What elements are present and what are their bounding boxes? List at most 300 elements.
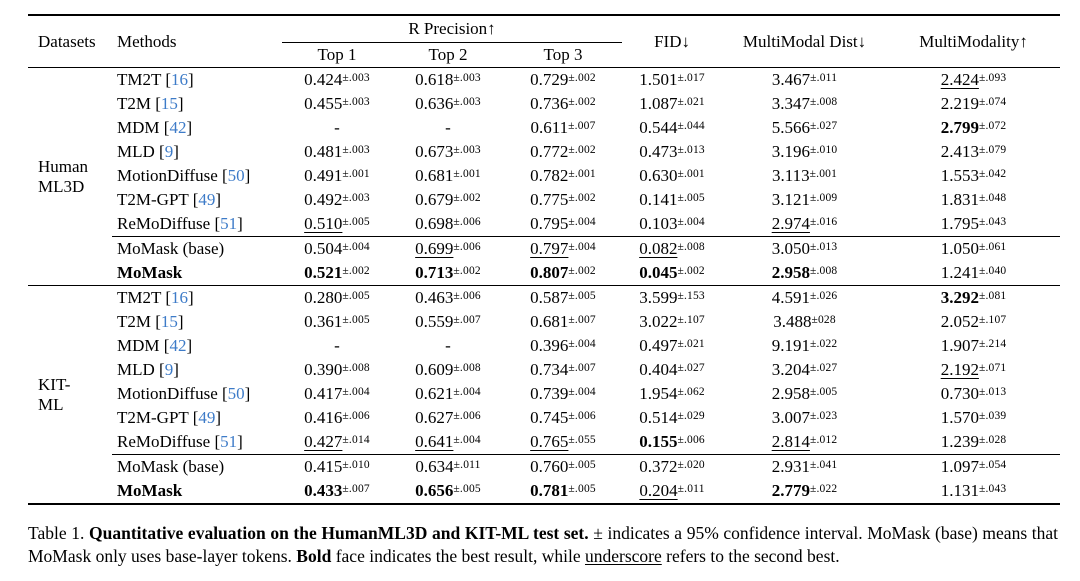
metric-cell xyxy=(887,430,1060,455)
metric-value: 0.745 xyxy=(530,408,569,427)
confidence-interval: ±.020 xyxy=(677,459,705,471)
metric-cell xyxy=(282,310,392,334)
confidence-interval: ±.027 xyxy=(677,362,705,374)
metric-value: 1.131 xyxy=(940,481,979,500)
metric-cell xyxy=(887,140,1060,164)
metric-value: 0.514 xyxy=(639,408,678,427)
metric-cell xyxy=(722,479,887,504)
metric-cell xyxy=(722,237,887,262)
table-row xyxy=(28,334,1060,358)
metric-value: 0.463 xyxy=(415,288,454,307)
metric-value: 0.739 xyxy=(530,384,569,403)
caption-text: Bold xyxy=(296,546,332,567)
metric-cell xyxy=(504,406,622,430)
metric-value: 0.673 xyxy=(415,142,454,161)
confidence-interval: ±.013 xyxy=(677,144,705,156)
confidence-interval: ±.054 xyxy=(978,459,1007,471)
metric-value: 0.417 xyxy=(304,384,343,403)
metric-cell xyxy=(622,455,722,480)
method-name: T2M [15] xyxy=(117,94,184,113)
metric-cell xyxy=(282,406,392,430)
confidence-interval: ±.005 xyxy=(677,192,705,204)
metric-cell xyxy=(392,188,504,212)
metric-cell xyxy=(282,116,392,140)
metric-cell xyxy=(887,455,1060,480)
metric-cell xyxy=(504,261,622,286)
metric-cell xyxy=(392,164,504,188)
metric-cell xyxy=(722,212,887,237)
confidence-interval: ±.007 xyxy=(568,362,596,374)
metric-value: 2.958 xyxy=(771,384,810,403)
metric-value: 1.501 xyxy=(639,70,678,89)
method-name: MotionDiffuse [50] xyxy=(117,384,251,403)
citation-link[interactable]: 15 xyxy=(160,94,178,113)
metric-cell xyxy=(504,382,622,406)
metric-value: 0.634 xyxy=(415,457,454,476)
confidence-interval: ±.062 xyxy=(677,386,705,398)
confidence-interval: ±.006 xyxy=(453,290,481,302)
metric-value: 0.045 xyxy=(639,263,678,282)
metric-value: - xyxy=(334,118,340,137)
metric-value: 0.765 xyxy=(530,432,569,451)
metric-cell xyxy=(622,430,722,455)
table-row xyxy=(28,237,1060,262)
confidence-interval: ±.013 xyxy=(809,241,838,253)
confidence-interval: ±.008 xyxy=(677,241,705,253)
dataset-label xyxy=(28,68,112,286)
metric-cell xyxy=(392,68,504,93)
metric-cell xyxy=(622,140,722,164)
metric-value: 2.413 xyxy=(940,142,979,161)
metric-value: - xyxy=(445,336,451,355)
confidence-interval: ±.011 xyxy=(453,459,481,471)
metric-value: 2.799 xyxy=(940,118,979,137)
method-name: TM2T [16] xyxy=(117,70,194,89)
confidence-interval: ±.026 xyxy=(809,290,838,302)
table-row xyxy=(28,406,1060,430)
confidence-interval: ±.001 xyxy=(453,168,481,180)
col-header-mm-dist: MultiModal Dist↓ xyxy=(742,31,867,51)
metric-cell xyxy=(392,140,504,164)
confidence-interval: ±.004 xyxy=(568,338,596,350)
table-row xyxy=(28,358,1060,382)
confidence-interval: ±.007 xyxy=(568,314,596,326)
metric-cell xyxy=(392,116,504,140)
metric-value: 0.204 xyxy=(639,481,678,500)
confidence-interval: ±.004 xyxy=(568,241,596,253)
col-header-top2: Top 2 xyxy=(428,45,468,64)
citation-link[interactable]: 42 xyxy=(169,336,187,355)
metric-value: 3.050 xyxy=(771,239,810,258)
confidence-interval: ±.010 xyxy=(342,459,370,471)
confidence-interval: ±.003 xyxy=(453,144,481,156)
metric-value: 0.492 xyxy=(304,190,343,209)
metric-cell xyxy=(887,261,1060,286)
metric-value: 0.361 xyxy=(304,312,343,331)
metric-cell xyxy=(622,164,722,188)
metric-cell xyxy=(282,92,392,116)
table-row xyxy=(28,479,1060,504)
metric-value: 0.415 xyxy=(304,457,343,476)
metric-value: 0.433 xyxy=(304,481,343,500)
confidence-interval: ±.006 xyxy=(453,241,481,253)
metric-cell xyxy=(722,92,887,116)
confidence-interval: ±.004 xyxy=(568,216,596,228)
metric-value: 0.497 xyxy=(639,336,678,355)
confidence-interval: ±.005 xyxy=(568,483,596,495)
metric-cell xyxy=(887,188,1060,212)
confidence-interval: ±.012 xyxy=(809,434,838,446)
citation-link[interactable]: 50 xyxy=(227,166,245,185)
table-row xyxy=(28,188,1060,212)
metric-cell xyxy=(722,430,887,455)
caption-text: Quantitative evaluation on the HumanML3D and KIT-ML test set. xyxy=(89,523,589,543)
metric-cell xyxy=(887,334,1060,358)
dataset-label-line: Human xyxy=(38,156,89,176)
table-row xyxy=(28,140,1060,164)
metric-cell xyxy=(504,455,622,480)
metric-cell xyxy=(887,212,1060,237)
metric-value: 0.504 xyxy=(304,239,343,258)
confidence-interval: ±.016 xyxy=(809,216,838,228)
confidence-interval: ±.002 xyxy=(568,192,596,204)
confidence-interval: ±.005 xyxy=(568,290,596,302)
metric-cell xyxy=(504,140,622,164)
confidence-interval: ±.023 xyxy=(809,410,838,422)
metric-value: 0.795 xyxy=(530,214,569,233)
metric-cell xyxy=(887,358,1060,382)
metric-value: 0.082 xyxy=(639,239,678,258)
metric-cell xyxy=(887,479,1060,504)
method-name: MLD [9] xyxy=(117,142,179,161)
confidence-interval: ±.017 xyxy=(677,72,705,84)
citation-link[interactable]: 9 xyxy=(164,360,174,379)
confidence-interval: ±.007 xyxy=(453,314,481,326)
confidence-interval: ±.008 xyxy=(809,96,838,108)
col-header-top3: Top 3 xyxy=(543,45,583,64)
confidence-interval: ±.003 xyxy=(453,96,481,108)
metric-cell xyxy=(887,68,1060,93)
metric-cell xyxy=(722,188,887,212)
metric-cell xyxy=(282,237,392,262)
col-header-r-precision: R Precision↑ xyxy=(282,15,622,43)
confidence-interval: ±.039 xyxy=(978,410,1007,422)
confidence-interval: ±.021 xyxy=(677,338,705,350)
confidence-interval: ±.003 xyxy=(342,72,370,84)
method-name: MoMask xyxy=(117,263,183,282)
metric-cell xyxy=(622,479,722,504)
metric-value: 0.587 xyxy=(530,288,569,307)
metric-value: 0.679 xyxy=(415,190,454,209)
method-name: MDM [42] xyxy=(117,118,193,137)
confidence-interval: ±.001 xyxy=(677,168,705,180)
citation-link[interactable]: 50 xyxy=(227,384,245,403)
metric-cell xyxy=(722,406,887,430)
confidence-interval: ±.002 xyxy=(453,265,481,277)
metric-value: 0.481 xyxy=(304,142,343,161)
metric-cell xyxy=(504,92,622,116)
confidence-interval: ±.022 xyxy=(809,338,838,350)
confidence-interval: ±.005 xyxy=(568,459,596,471)
metric-value: 0.627 xyxy=(415,408,454,427)
confidence-interval: ±.214 xyxy=(978,338,1007,350)
citation-link[interactable]: 51 xyxy=(220,214,238,233)
metric-value: 0.544 xyxy=(639,118,678,137)
citation-link[interactable]: 42 xyxy=(169,118,187,137)
metric-cell xyxy=(392,261,504,286)
confidence-interval: ±.074 xyxy=(978,96,1007,108)
caption-text: face indicates the best result, while xyxy=(331,546,585,567)
confidence-interval: ±.005 xyxy=(453,483,481,495)
metric-value: 9.191 xyxy=(771,336,810,355)
confidence-interval: ±.002 xyxy=(568,144,596,156)
caption-text: underscore xyxy=(584,546,662,567)
caption-text: Table 1. xyxy=(28,523,89,543)
metric-value: 0.772 xyxy=(530,142,569,161)
confidence-interval: ±.001 xyxy=(342,168,370,180)
metric-cell xyxy=(622,310,722,334)
table-row xyxy=(28,116,1060,140)
metric-value: 0.782 xyxy=(530,166,569,185)
confidence-interval: ±.005 xyxy=(342,290,370,302)
confidence-interval: ±.021 xyxy=(677,96,705,108)
metric-value: 0.424 xyxy=(304,70,343,89)
confidence-interval: ±.040 xyxy=(978,265,1007,277)
metric-cell xyxy=(282,261,392,286)
metric-cell xyxy=(392,406,504,430)
metric-cell xyxy=(504,310,622,334)
confidence-interval: ±.001 xyxy=(809,168,838,180)
table-row xyxy=(28,455,1060,480)
metric-cell xyxy=(622,334,722,358)
metric-value: 3.121 xyxy=(771,190,810,209)
metric-value: 1.907 xyxy=(940,336,979,355)
metric-cell xyxy=(282,164,392,188)
metric-cell xyxy=(504,358,622,382)
confidence-interval: ±.004 xyxy=(342,386,370,398)
metric-cell xyxy=(282,286,392,311)
citation-link[interactable]: 9 xyxy=(164,142,174,161)
confidence-interval: ±.043 xyxy=(978,483,1007,495)
metric-cell xyxy=(622,261,722,286)
confidence-interval: ±.005 xyxy=(342,314,370,326)
metric-value: 0.713 xyxy=(415,263,454,282)
confidence-interval: ±.093 xyxy=(978,72,1007,84)
metric-cell xyxy=(392,212,504,237)
metric-value: 0.559 xyxy=(415,312,454,331)
metric-cell xyxy=(392,479,504,504)
metric-value: 0.621 xyxy=(415,384,454,403)
metric-value: 0.729 xyxy=(530,70,569,89)
metric-value: 1.570 xyxy=(940,408,979,427)
metric-value: 4.591 xyxy=(771,288,810,307)
metric-cell xyxy=(722,358,887,382)
metric-cell xyxy=(887,164,1060,188)
metric-cell xyxy=(722,261,887,286)
confidence-interval: ±.027 xyxy=(809,120,838,132)
col-header-datasets: Datasets xyxy=(38,31,96,51)
metric-value: 0.630 xyxy=(639,166,678,185)
citation-link[interactable]: 51 xyxy=(220,432,238,451)
metric-cell xyxy=(622,358,722,382)
metric-cell xyxy=(887,310,1060,334)
metric-value: - xyxy=(445,118,451,137)
metric-value: 0.775 xyxy=(530,190,569,209)
metric-cell xyxy=(282,430,392,455)
table-row xyxy=(28,68,1060,93)
metric-cell xyxy=(504,212,622,237)
metric-cell xyxy=(622,286,722,311)
metric-cell xyxy=(622,116,722,140)
metric-value: 2.424 xyxy=(940,70,979,89)
method-name: MoMask xyxy=(117,481,183,500)
citation-link[interactable]: 49 xyxy=(198,190,216,209)
table-caption xyxy=(28,522,1058,568)
confidence-interval: ±.002 xyxy=(453,192,481,204)
metric-cell xyxy=(504,286,622,311)
metric-value: 1.553 xyxy=(940,166,979,185)
confidence-interval: ±.029 xyxy=(677,410,705,422)
metric-cell xyxy=(282,334,392,358)
metric-cell xyxy=(504,68,622,93)
metric-value: 0.618 xyxy=(415,70,454,89)
confidence-interval: ±.002 xyxy=(568,96,596,108)
confidence-interval: ±.007 xyxy=(342,483,370,495)
method-name: ReMoDiffuse [51] xyxy=(117,214,243,233)
confidence-interval: ±.002 xyxy=(568,265,596,277)
metric-cell xyxy=(392,382,504,406)
confidence-interval: ±.003 xyxy=(453,72,481,84)
table-row xyxy=(28,212,1060,237)
confidence-interval: ±.004 xyxy=(342,241,370,253)
table-row xyxy=(28,430,1060,455)
metric-value: 0.473 xyxy=(639,142,678,161)
metric-cell xyxy=(392,92,504,116)
metric-value: 2.052 xyxy=(940,312,979,331)
citation-link[interactable]: 49 xyxy=(198,408,216,427)
metric-cell xyxy=(887,237,1060,262)
confidence-interval: ±.008 xyxy=(453,362,481,374)
metric-cell xyxy=(392,310,504,334)
metric-value: 0.797 xyxy=(530,239,569,258)
metric-cell xyxy=(622,382,722,406)
metric-value: 1.097 xyxy=(940,457,979,476)
metric-value: 0.103 xyxy=(639,214,678,233)
method-name: MoMask (base) xyxy=(112,455,282,480)
citation-link[interactable]: 16 xyxy=(171,288,188,307)
confidence-interval: ±.072 xyxy=(978,120,1007,132)
metric-cell xyxy=(622,92,722,116)
metric-cell xyxy=(887,286,1060,311)
confidence-interval: ±.014 xyxy=(342,434,370,446)
confidence-interval: ±.002 xyxy=(342,265,370,277)
confidence-interval: ±.006 xyxy=(453,410,481,422)
metric-cell xyxy=(282,188,392,212)
col-header-fid: FID↓ xyxy=(654,31,690,51)
metric-value: 0.681 xyxy=(415,166,454,185)
metric-value: 1.831 xyxy=(940,190,979,209)
caption-text: ± indicates a 95% confidence interval. MoMask (base) means that MoMask only uses base-layer tokens. xyxy=(28,523,1058,567)
metric-cell xyxy=(722,310,887,334)
metric-value: 0.455 xyxy=(304,94,343,113)
confidence-interval: ±.001 xyxy=(568,168,596,180)
metric-value: 0.699 xyxy=(415,239,454,258)
confidence-interval: ±.153 xyxy=(677,290,705,302)
metric-value: 0.372 xyxy=(639,457,678,476)
confidence-interval: ±.043 xyxy=(978,216,1007,228)
confidence-interval: ±.061 xyxy=(978,241,1007,253)
metric-cell xyxy=(722,334,887,358)
confidence-interval: ±.011 xyxy=(677,483,705,495)
metric-cell xyxy=(504,237,622,262)
metric-value: 0.427 xyxy=(304,432,343,451)
confidence-interval: ±.013 xyxy=(978,386,1007,398)
metric-cell xyxy=(392,430,504,455)
method-name: ReMoDiffuse [51] xyxy=(117,432,243,451)
confidence-interval: ±.004 xyxy=(453,434,481,446)
metric-value: 0.730 xyxy=(940,384,979,403)
metric-cell xyxy=(392,334,504,358)
metric-cell xyxy=(282,358,392,382)
metric-value: 3.196 xyxy=(771,142,810,161)
metric-value: 2.958 xyxy=(771,263,810,282)
metric-cell xyxy=(722,140,887,164)
metric-value: 0.521 xyxy=(304,263,343,282)
metric-cell xyxy=(887,92,1060,116)
metric-cell xyxy=(722,286,887,311)
table-row xyxy=(28,286,1060,311)
confidence-interval: ±.003 xyxy=(342,192,370,204)
confidence-interval: ±.005 xyxy=(342,216,370,228)
confidence-interval: ±.079 xyxy=(978,144,1007,156)
confidence-interval: ±.011 xyxy=(810,72,838,84)
metric-cell xyxy=(622,68,722,93)
dataset-label-line: ML3D xyxy=(38,176,85,196)
table-row xyxy=(28,382,1060,406)
metric-value: 2.192 xyxy=(940,360,979,379)
confidence-interval: ±.004 xyxy=(453,386,481,398)
method-name: MDM [42] xyxy=(117,336,193,355)
confidence-interval: ±.006 xyxy=(453,216,481,228)
metric-value: 2.814 xyxy=(771,432,810,451)
metric-value: 0.155 xyxy=(639,432,678,451)
citation-link[interactable]: 15 xyxy=(160,312,178,331)
metric-cell xyxy=(392,286,504,311)
confidence-interval: ±.003 xyxy=(342,144,370,156)
confidence-interval: ±.002 xyxy=(677,265,705,277)
metric-cell xyxy=(282,68,392,93)
dataset-group-kitml xyxy=(28,286,1060,505)
confidence-interval: ±.107 xyxy=(978,314,1007,326)
metric-value: 3.347 xyxy=(771,94,810,113)
metric-value: 0.491 xyxy=(304,166,343,185)
metric-value: 2.931 xyxy=(771,457,810,476)
results-table xyxy=(28,14,1060,505)
citation-link[interactable]: 16 xyxy=(171,70,188,89)
confidence-interval: ±.107 xyxy=(677,314,705,326)
metric-cell xyxy=(282,479,392,504)
dataset-label-line: ML xyxy=(38,394,64,414)
metric-value: 0.641 xyxy=(415,432,454,451)
metric-value: 3.007 xyxy=(771,408,810,427)
caption-text: refers to the second best. xyxy=(661,546,840,567)
confidence-interval: ±.004 xyxy=(677,216,705,228)
metric-value: - xyxy=(334,336,340,355)
confidence-interval: ±.006 xyxy=(342,410,370,422)
metric-cell xyxy=(504,116,622,140)
metric-value: 0.681 xyxy=(530,312,569,331)
dataset-label xyxy=(28,286,112,505)
